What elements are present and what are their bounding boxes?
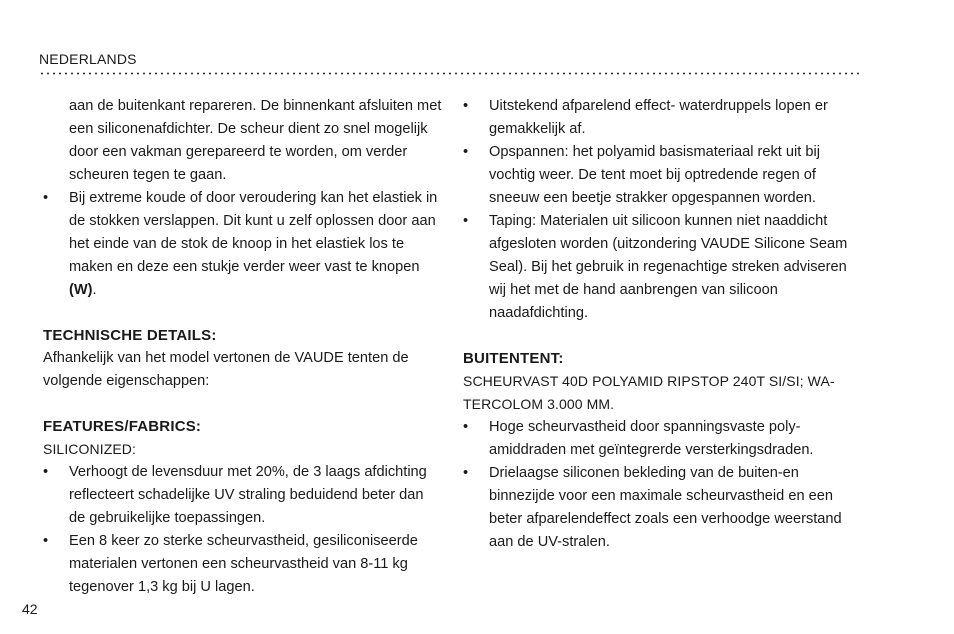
list-item <box>43 530 443 599</box>
bullet-text: Uitstekend afparelend effect- waterdruppels lopen er gemakkelijk af. <box>489 98 828 137</box>
bullet-text: Bij extreme koude of door veroudering kan het elastiek in de stokken verslappen. Dit kunt u zelf oplossen door aan het einde van de stok de knoop in het elastiek los te maken en deze een stukje verder weer vast te knopen <box>69 190 438 275</box>
list-item <box>43 187 443 302</box>
list-item <box>43 461 443 530</box>
bullet-mark: • <box>43 464 49 480</box>
list-item <box>463 141 863 210</box>
bullet-text: Een 8 keer zo sterke scheurvastheid, gesiliconiseerde materialen vertonen een scheurvastheid van 8-11 kg tegenover 1,3 kg bij U lagen. <box>69 533 418 595</box>
figure-reference: (W) <box>69 282 93 298</box>
features-heading: FEATURES/FABRICS: <box>43 418 202 435</box>
list-item <box>463 210 863 325</box>
bullet-mark: • <box>463 98 469 114</box>
bullet-text: Hoge scheurvastheid door spanningsvaste polyamiddraden met geïntegrerde versterkingsdraden. <box>489 419 814 458</box>
bullet-mark: • <box>463 465 469 481</box>
list-item <box>463 462 863 554</box>
list-item <box>463 416 863 462</box>
dotted-divider <box>39 72 859 75</box>
bullet-mark: • <box>463 419 469 435</box>
bullet-mark: • <box>43 190 49 206</box>
technical-details-text: Afhankelijk van het model vertonen de VAUDE tenten de volgende eigenschappen: <box>43 350 409 389</box>
left-column <box>43 95 443 599</box>
bullet-mark: • <box>463 213 469 229</box>
bullet-text: Taping: Materialen uit silicoon kunnen niet naaddicht afgesloten worden (uitzondering VAUDE Silicone Seam Seal). Bij het gebruik in regenachtige streken adviseren wij het met de hand aanbrengen van silicoon naadafdichting. <box>489 213 848 321</box>
bullet-mark: • <box>463 144 469 160</box>
siliconized-label: SILICONIZED: <box>43 441 136 457</box>
section-language-header: NEDERLANDS <box>39 51 137 67</box>
list-item <box>463 95 863 141</box>
bullet-text-end: . <box>92 282 97 298</box>
bullet-text: Verhoogt de levensduur met 20%, de 3 laags afdichting reflecteert schadelijke UV straling beduidend beter dan de gebruikelijke toepassingen. <box>69 464 427 526</box>
bullet-text: Opspannen: het polyamid basismateriaal rekt uit bij vochtig weer. De tent moet bij optredende regen of sneeuw een beetje strakker opgespannen worden. <box>489 144 820 206</box>
technical-details-heading: TECHNISCHE DETAILS: <box>43 327 217 344</box>
page-number: 42 <box>22 601 38 617</box>
buitentent-heading: BUITENTENT: <box>463 350 564 367</box>
continuation-paragraph: aan de buitenkant repareren. De binnenkant afsluiten met een siliconenafdichter. De scheur dient zo snel mogelijk door een vakman gerepareerd te worden, om verder scheuren tegen te gaan. <box>69 98 442 183</box>
right-column <box>463 95 863 554</box>
buitentent-spec: SCHEURVAST 40D POLYAMID RIPSTOP 240T SI/SI; WATERCOLOM 3.000 MM. <box>463 373 835 412</box>
bullet-mark: • <box>43 533 49 549</box>
bullet-text: Drielaagse siliconen bekleding van de buiten-en binnezijde voor een maximale scheurvastheid en een beter afparelendeffect zoals een verhoodge weerstand aan de UV-stralen. <box>489 465 842 550</box>
